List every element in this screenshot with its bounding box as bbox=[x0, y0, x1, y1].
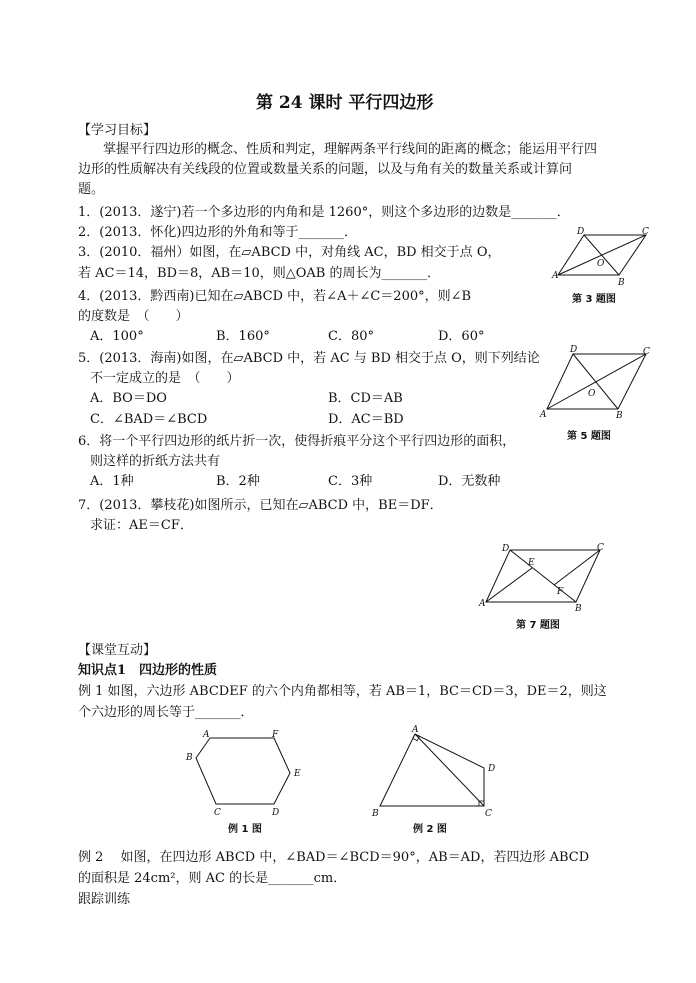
question-5-option-a: A．BO＝DO bbox=[90, 391, 167, 406]
example-2-line-2: 的面积是 24cm²，则 AC 的长是_______cm． bbox=[78, 871, 347, 886]
example-2-caption: 例 2 图 bbox=[413, 824, 447, 835]
fig7-label-e: E bbox=[528, 558, 535, 568]
question-5-line-2: 不一定成立的是 （ ） bbox=[90, 371, 240, 386]
question-3-line-1: 3．(2010．福州）如图，在▱ABCD 中，对角线 AC，BD 相交于点 O， bbox=[78, 245, 501, 260]
goals-header: 【学习目标】 bbox=[78, 123, 157, 138]
question-5-option-b: B．CD＝AB bbox=[328, 391, 403, 406]
goals-line-1: 掌握平行四边形的概念、性质和判定，理解两条平行线间的距离的概念；能运用平行四 bbox=[103, 142, 598, 157]
ex1-label-f: F bbox=[272, 730, 279, 740]
fig7-label-a: A bbox=[479, 599, 486, 609]
question-2: 2．(2013．怀化)四边形的外角和等于_______． bbox=[78, 225, 357, 240]
example-2-quadrilateral bbox=[366, 726, 502, 820]
fig7-label-c: C bbox=[597, 543, 604, 553]
fig3-label-a: A bbox=[552, 271, 559, 281]
ex2-label-c: C bbox=[485, 809, 492, 819]
fig7-label-b: B bbox=[575, 604, 582, 614]
question-6-option-b: B．2种 bbox=[216, 474, 260, 489]
fig5-label-c: C bbox=[643, 347, 650, 357]
classroom-header: 【课堂互动】 bbox=[78, 643, 157, 658]
figure-3-parallelogram bbox=[552, 226, 652, 286]
ex1-label-c: C bbox=[214, 808, 221, 818]
ex1-label-b: B bbox=[186, 753, 193, 763]
question-7-line-1: 7．(2013．攀枝花)如图所示，已知在▱ABCD 中，BE＝DF． bbox=[78, 498, 443, 513]
fig3-label-o: O bbox=[597, 259, 605, 269]
question-5-line-1: 5．(2013．海南)如图，在▱ABCD 中，若 AC 与 BD 相交于点 O，则下列结论 bbox=[78, 351, 540, 366]
fig3-label-d: D bbox=[577, 227, 585, 237]
example-1-line-2: 个六边形的周长等于_______． bbox=[78, 705, 254, 720]
fig7-label-f: F bbox=[557, 587, 564, 597]
question-6-option-c: C．3种 bbox=[328, 474, 373, 489]
fig3-label-b: B bbox=[618, 278, 625, 288]
question-6-line-2: 则这样的折纸方法共有 bbox=[90, 454, 221, 469]
question-6-line-1: 6．将一个平行四边形的纸片折一次，使得折痕平分这个平行四边形的面积， bbox=[78, 434, 516, 449]
figure-3-caption: 第 3 题图 bbox=[572, 294, 616, 305]
ex1-label-d: D bbox=[272, 808, 280, 818]
question-3-line-2: 若 AC＝14，BD＝8，AB＝10，则△OAB 的周长为_______． bbox=[78, 266, 440, 281]
ex1-label-e: E bbox=[294, 769, 301, 779]
fig7-label-d: D bbox=[502, 544, 510, 554]
ex2-label-d: D bbox=[488, 764, 496, 774]
example-1-hexagon bbox=[184, 728, 308, 820]
ex2-label-a: A bbox=[412, 725, 419, 735]
ex1-label-a: A bbox=[203, 730, 210, 740]
question-4-option-b: B．160° bbox=[216, 329, 270, 344]
question-6-option-a: A．1种 bbox=[90, 474, 134, 489]
question-5-option-d: D．AC＝BD bbox=[328, 412, 404, 427]
goals-line-3: 题。 bbox=[78, 182, 105, 197]
figure-7-parallelogram bbox=[478, 542, 608, 612]
fig5-label-a: A bbox=[540, 410, 547, 420]
question-4-line-2: 的度数是 （ ） bbox=[78, 309, 189, 324]
figure-5-parallelogram bbox=[540, 346, 656, 422]
question-6-option-d: D．无数种 bbox=[438, 474, 501, 489]
follow-up-training: 跟踪训练 bbox=[78, 892, 131, 907]
example-1-line-1: 例 1 如图，六边形 ABCDEF 的六个内角都相等，若 AB＝1，BC＝CD＝3，DE＝2，则这 bbox=[78, 684, 607, 699]
example-2-line-1: 例 2 如图，在四边形 ABCD 中，∠BAD＝∠BCD＝90°，AB＝AD，若四边形 ABCD bbox=[78, 850, 590, 865]
knowledge-point-1: 知识点1 四边形的性质 bbox=[78, 663, 218, 678]
fig5-label-o: O bbox=[588, 389, 596, 399]
fig3-label-c: C bbox=[642, 227, 649, 237]
goals-line-2: 边形的性质解决有关线段的位置或数量关系的问题，以及与角有关的数量关系或计算问 bbox=[78, 162, 573, 177]
figure-5-caption: 第 5 题图 bbox=[567, 431, 611, 442]
fig5-label-b: B bbox=[616, 411, 623, 421]
question-1: 1．(2013．遂宁)若一个多边形的内角和是 1260°，则这个多边形的边数是_______． bbox=[78, 205, 570, 220]
question-5-option-c: C．∠BAD＝∠BCD bbox=[90, 412, 208, 427]
ex2-label-b: B bbox=[372, 809, 379, 819]
question-4-option-d: D．60° bbox=[438, 329, 485, 344]
figure-7-caption: 第 7 题图 bbox=[516, 620, 560, 631]
question-7-line-2: 求证：AE＝CF． bbox=[90, 518, 193, 533]
page-title: 第 24 课时 平行四边形 bbox=[256, 93, 434, 113]
question-4-option-c: C．80° bbox=[328, 329, 374, 344]
example-1-caption: 例 1 图 bbox=[228, 824, 262, 835]
question-4-option-a: A．100° bbox=[90, 329, 144, 344]
question-4-line-1: 4．(2013．黔西南)已知在▱ABCD 中，若∠A＋∠C＝200°，则∠B bbox=[78, 289, 472, 304]
fig5-label-d: D bbox=[570, 345, 578, 355]
